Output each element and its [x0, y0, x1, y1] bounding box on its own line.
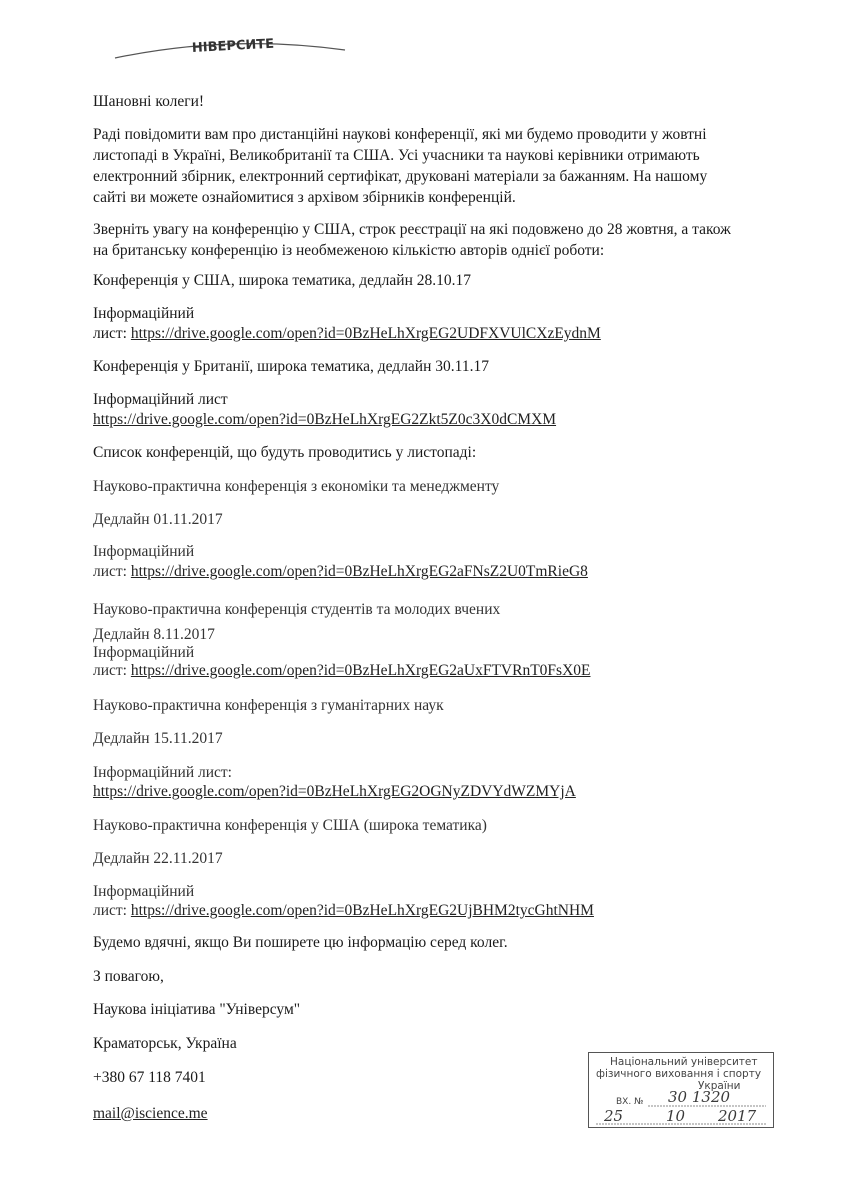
conf4-title: Науково-практична конференція у США (широка тематика): [93, 817, 487, 834]
conf1-deadline: Дедлайн 01.11.2017: [93, 511, 223, 528]
receipt-stamp-line3: України: [698, 1080, 741, 1092]
conf3-title: Науково-практична конференція з гуманітарних наук: [93, 697, 444, 714]
conf2-title: Науково-практична конференція студентів та молодих вчених: [93, 601, 501, 618]
conf4-deadline: Дедлайн 22.11.2017: [93, 850, 223, 867]
conf1-info-line: [93, 561, 588, 582]
conf2-link[interactable]: https://drive.google.com/open?id=0BzHeLhXrgEG2aUxFTVRnT0FsX0E: [130, 662, 591, 679]
closing-text: З повагою,: [93, 968, 164, 985]
header-stamp: [110, 28, 350, 62]
receipt-stamp-line2: фізичного виховання і спорту: [596, 1068, 762, 1080]
uk-conf-info-label: Інформаційний лист: [93, 391, 228, 408]
greeting: Шановні колеги!: [93, 93, 205, 110]
receipt-stamp-year: 2017: [718, 1107, 757, 1125]
usa-conf-info-line: [93, 323, 601, 344]
receipt-stamp-underlines: [588, 1052, 774, 1128]
city-text: Краматорськ, Україна: [93, 1035, 237, 1052]
organization-name: Наукова ініціатива "Універсум": [93, 1001, 301, 1018]
receipt-stamp-vkh-label: ВХ. №: [616, 1097, 644, 1107]
phone-number: +380 67 118 7401: [93, 1069, 206, 1086]
conf4-info-line: [93, 900, 594, 921]
conf4-info-label-2: лист:: [93, 902, 131, 919]
conf2-info-label: Інформаційний: [93, 644, 195, 661]
conf1-info-label-2: лист:: [93, 563, 131, 580]
conf1-title: Науково-практична конференція з економіки та менеджменту: [93, 478, 500, 495]
conf3-deadline: Дедлайн 15.11.2017: [93, 730, 223, 747]
conf4-link[interactable]: https://drive.google.com/open?id=0BzHeLhXrgEG2UjBHM2tycGhtNHM: [130, 902, 594, 919]
receipt-stamp-line1: Національний університет: [610, 1056, 758, 1068]
usa-conf-link[interactable]: https://drive.google.com/open?id=0BzHeLhXrgEG2UDFXVUlCXzEydnM: [130, 325, 601, 342]
intro-paragraph: Раді повідомити вам про дистанційні наукові конференції, які ми будемо проводити у жовтні листопаді в Україні, Великобританії та США. Усі учасники та наукові керівники отримають електронний збірник, електронний сертифікат, друковані матеріали за бажанням. На нашому сайті ви можете ознайомитися з архівом збірників конференцій.: [93, 126, 708, 206]
conf1-link[interactable]: https://drive.google.com/open?id=0BzHeLhXrgEG2aFNsZ2U0TmRieG8: [130, 563, 588, 580]
conf1-info-label: Інформаційний: [93, 543, 195, 560]
receipt-stamp-month: 10: [666, 1107, 686, 1125]
conf3-link[interactable]: https://drive.google.com/open?id=0BzHeLhXrgEG2OGNyZDVYdWZMYjA: [93, 783, 576, 800]
email-link[interactable]: mail@iscience.me: [93, 1105, 208, 1122]
uk-conf-title: Конференція у Британії, широка тематика, дедлайн 30.11.17: [93, 358, 489, 375]
conf2-deadline: Дедлайн 8.11.2017: [93, 626, 215, 643]
header-stamp-graphic: [110, 28, 350, 62]
usa-conf-title: Конференція у США, широка тематика, дедлайн 28.10.17: [93, 272, 471, 289]
conf3-info-label: Інформаційний лист:: [93, 764, 232, 781]
receipt-stamp: [588, 1052, 774, 1128]
thanks-text: Будемо вдячні, якщо Ви поширете цю інформацію серед колег.: [93, 934, 508, 951]
usa-conf-info-label: Інформаційний: [93, 305, 195, 322]
usa-conf-info-label-2: лист:: [93, 325, 131, 342]
header-stamp-text: НІВЕРСИТЕ: [191, 36, 275, 56]
receipt-stamp-day: 25: [604, 1107, 624, 1125]
receipt-stamp-number: 30 1320: [668, 1088, 731, 1106]
conf2-info-line: [93, 660, 591, 681]
notice-paragraph: Зверніть увагу на конференцію у США, строк реєстрації на які подовжено до 28 жовтня, а також на британську конференцію із необмеженою кількістю авторів однієї роботи:: [93, 221, 731, 259]
uk-conf-link[interactable]: https://drive.google.com/open?id=0BzHeLhXrgEG2Zkt5Z0c3X0dCMXM: [93, 411, 557, 428]
november-heading: Список конференцій, що будуть проводитись у листопаді:: [93, 444, 477, 461]
conf2-info-label-2: лист:: [93, 662, 131, 679]
conf4-info-label: Інформаційний: [93, 883, 195, 900]
